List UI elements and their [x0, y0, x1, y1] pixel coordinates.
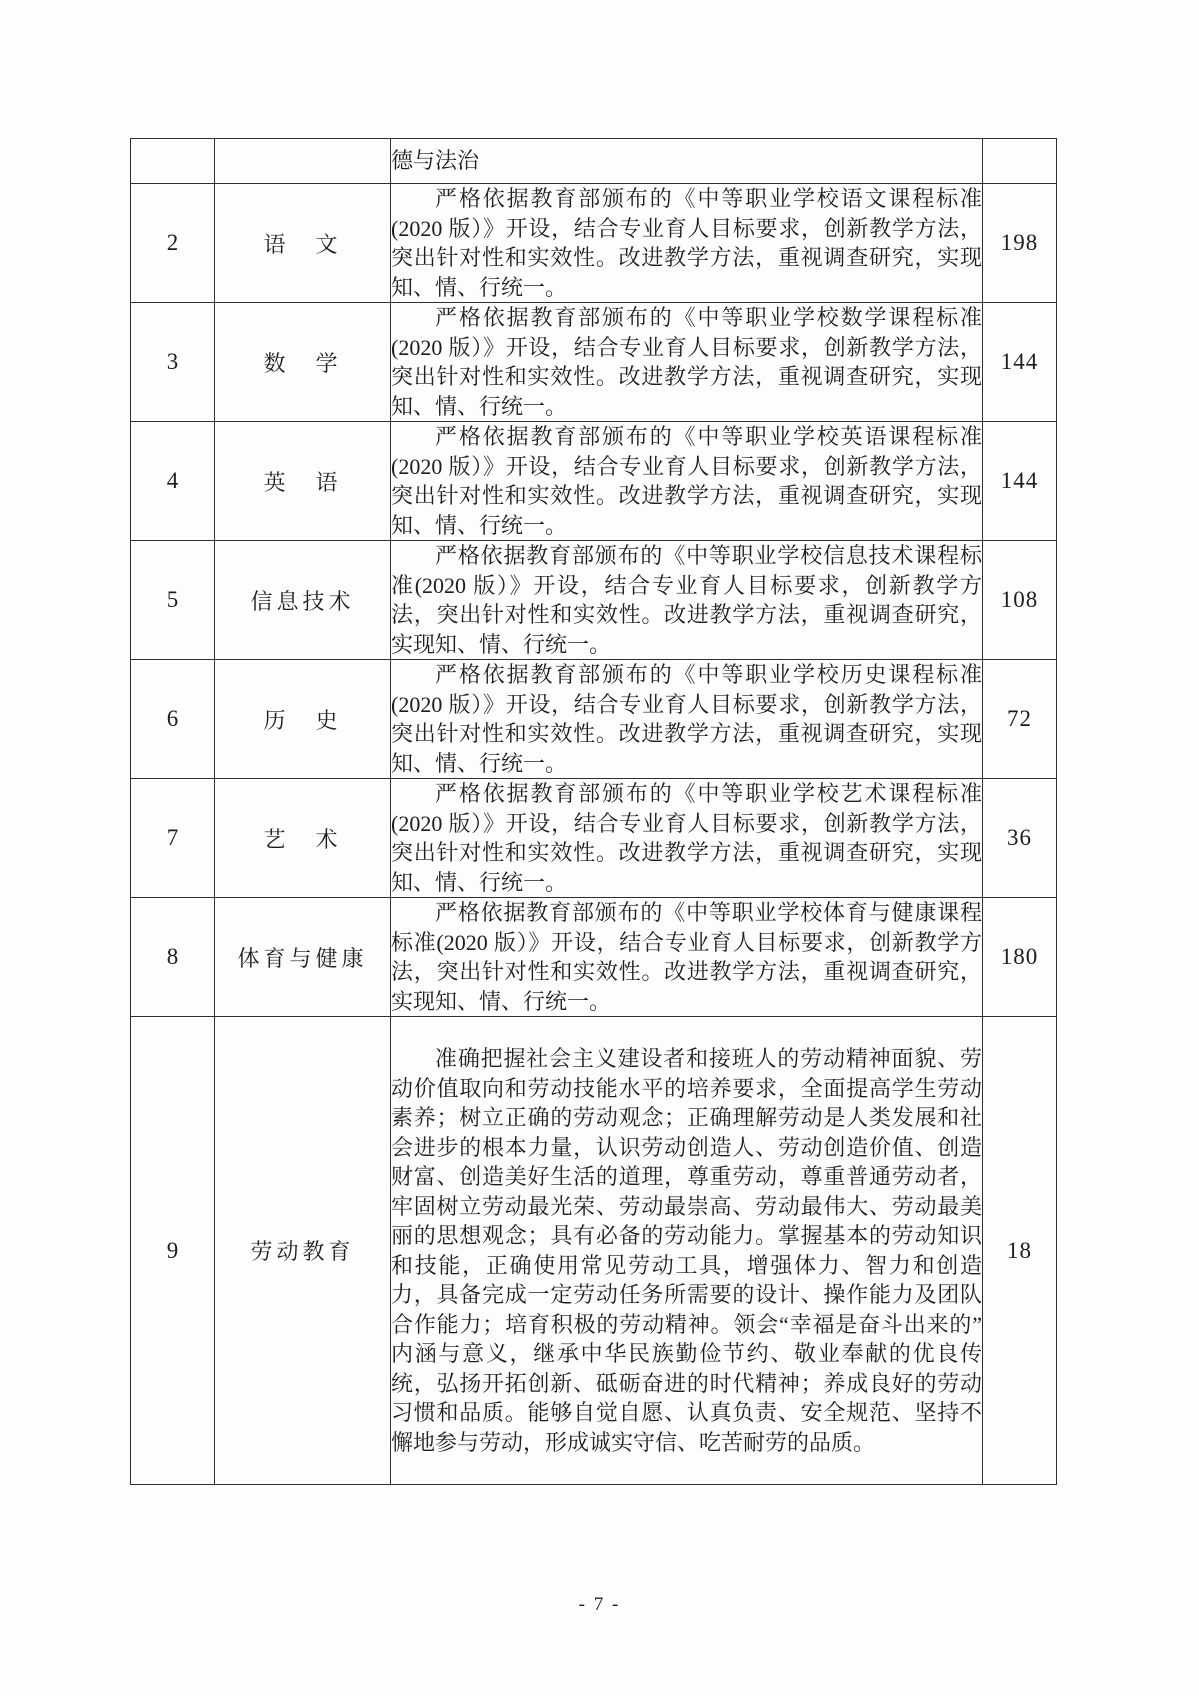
table-row: [131, 779, 1057, 898]
cell-description: [391, 898, 983, 1017]
cell-description: [391, 422, 983, 541]
description-text: 严格依据教育部颁布的《中等职业学校体育与健康课程标准(2020 版）》开设，结合专业育人目标要求，创新教学方法，突出针对性和实效性。改进教学方法，重视调查研究，实现知、情、行统一。: [391, 900, 982, 1014]
cell-subject: 信息技术: [215, 541, 391, 660]
cell-subject: 英 语: [215, 422, 391, 541]
cell-number: 8: [131, 898, 215, 1017]
description-text: 准确把握社会主义建设者和接班人的劳动精神面貌、劳动价值取向和劳动技能水平的培养要求，全面提高学生劳动素养；树立正确的劳动观念；正确理解劳动是人类发展和社会进步的根本力量，认识劳动创造人、劳动创造价值、创造财富、创造美好生活的道理，尊重劳动，尊重普通劳动者，牢固树立劳动最光荣、劳动最崇高、劳动最伟大、劳动最美丽的思想观念；具有必备的劳动能力。掌握基本的劳动知识和技能，正确使用常见劳动工具，增强体力、智力和创造力，具备完成一定劳动任务所需要的设计、操作能力及团队合作能力；培育积极的劳动精神。领会“幸福是奋斗出来的”内涵与意义，继承中华民族勤俭节约、敬业奉献的优良传统，弘扬开拓创新、砥砺奋进的时代精神；养成良好的劳动习惯和品质。能够自觉自愿、认真负责、安全规范、坚持不懈地参与劳动，形成诚实守信、吃苦耐劳的品质。: [391, 1046, 982, 1455]
description-text: 严格依据教育部颁布的《中等职业学校历史课程标准(2020 版）》开设，结合专业育人目标要求，创新教学方法，突出针对性和实效性。改进教学方法，重视调查研究，实现知、情、行统一。: [391, 662, 982, 776]
cell-hours: 144: [983, 303, 1057, 422]
cell-description: [391, 660, 983, 779]
cell-hours: 72: [983, 660, 1057, 779]
cell-subject: 数 学: [215, 303, 391, 422]
cell-description: [391, 184, 983, 303]
description-text: 严格依据教育部颁布的《中等职业学校英语课程标准(2020 版）》开设，结合专业育人目标要求，创新教学方法，突出针对性和实效性。改进教学方法，重视调查研究，实现知、情、行统一。: [391, 424, 982, 538]
table-row: [131, 422, 1057, 541]
cell-subject: 劳动教育: [215, 1017, 391, 1485]
cell-number: 3: [131, 303, 215, 422]
table-row: [131, 898, 1057, 1017]
cell-hours: 108: [983, 541, 1057, 660]
table-row-continuation: [131, 139, 1057, 184]
course-table: [130, 138, 1057, 1485]
cell-number: 7: [131, 779, 215, 898]
cell-description: [391, 1017, 983, 1485]
cell-subject: 历 史: [215, 660, 391, 779]
cell-number: 5: [131, 541, 215, 660]
cell-hours: 198: [983, 184, 1057, 303]
description-text: 严格依据教育部颁布的《中等职业学校艺术课程标准(2020 版）》开设，结合专业育人目标要求，创新教学方法，突出针对性和实效性。改进教学方法，重视调查研究，实现知、情、行统一。: [391, 781, 982, 895]
cell-subject: [215, 139, 391, 184]
cell-description: [391, 303, 983, 422]
cell-number: 6: [131, 660, 215, 779]
cell-hours: 180: [983, 898, 1057, 1017]
table-row: [131, 184, 1057, 303]
cell-hours: 144: [983, 422, 1057, 541]
cell-number: 4: [131, 422, 215, 541]
cell-description: [391, 541, 983, 660]
description-text: 严格依据教育部颁布的《中等职业学校信息技术课程标准(2020 版）》开设，结合专业育人目标要求，创新教学方法，突出针对性和实效性。改进教学方法，重视调查研究，实现知、情、行统一。: [391, 543, 982, 657]
description-text: 严格依据教育部颁布的《中等职业学校语文课程标准(2020 版）》开设，结合专业育人目标要求，创新教学方法，突出针对性和实效性。改进教学方法，重视调查研究，实现知、情、行统一。: [391, 186, 982, 300]
table-row: [131, 541, 1057, 660]
description-text: 严格依据教育部颁布的《中等职业学校数学课程标准(2020 版）》开设，结合专业育人目标要求，创新教学方法，突出针对性和实效性。改进教学方法，重视调查研究，实现知、情、行统一。: [391, 305, 982, 419]
cell-hours: 18: [983, 1017, 1057, 1485]
page-number: - 7 -: [578, 1594, 621, 1615]
cell-description: [391, 779, 983, 898]
table-row: [131, 303, 1057, 422]
cell-number: [131, 139, 215, 184]
cell-subject: 语 文: [215, 184, 391, 303]
table-row: [131, 660, 1057, 779]
table-row: [131, 1017, 1057, 1485]
cell-hours: 36: [983, 779, 1057, 898]
cell-hours: [983, 139, 1057, 184]
cell-number: 2: [131, 184, 215, 303]
cell-subject: 体育与健康: [215, 898, 391, 1017]
cell-number: 9: [131, 1017, 215, 1485]
cell-subject: 艺 术: [215, 779, 391, 898]
description-text: 德与法治: [391, 148, 480, 174]
cell-description: [391, 139, 983, 184]
